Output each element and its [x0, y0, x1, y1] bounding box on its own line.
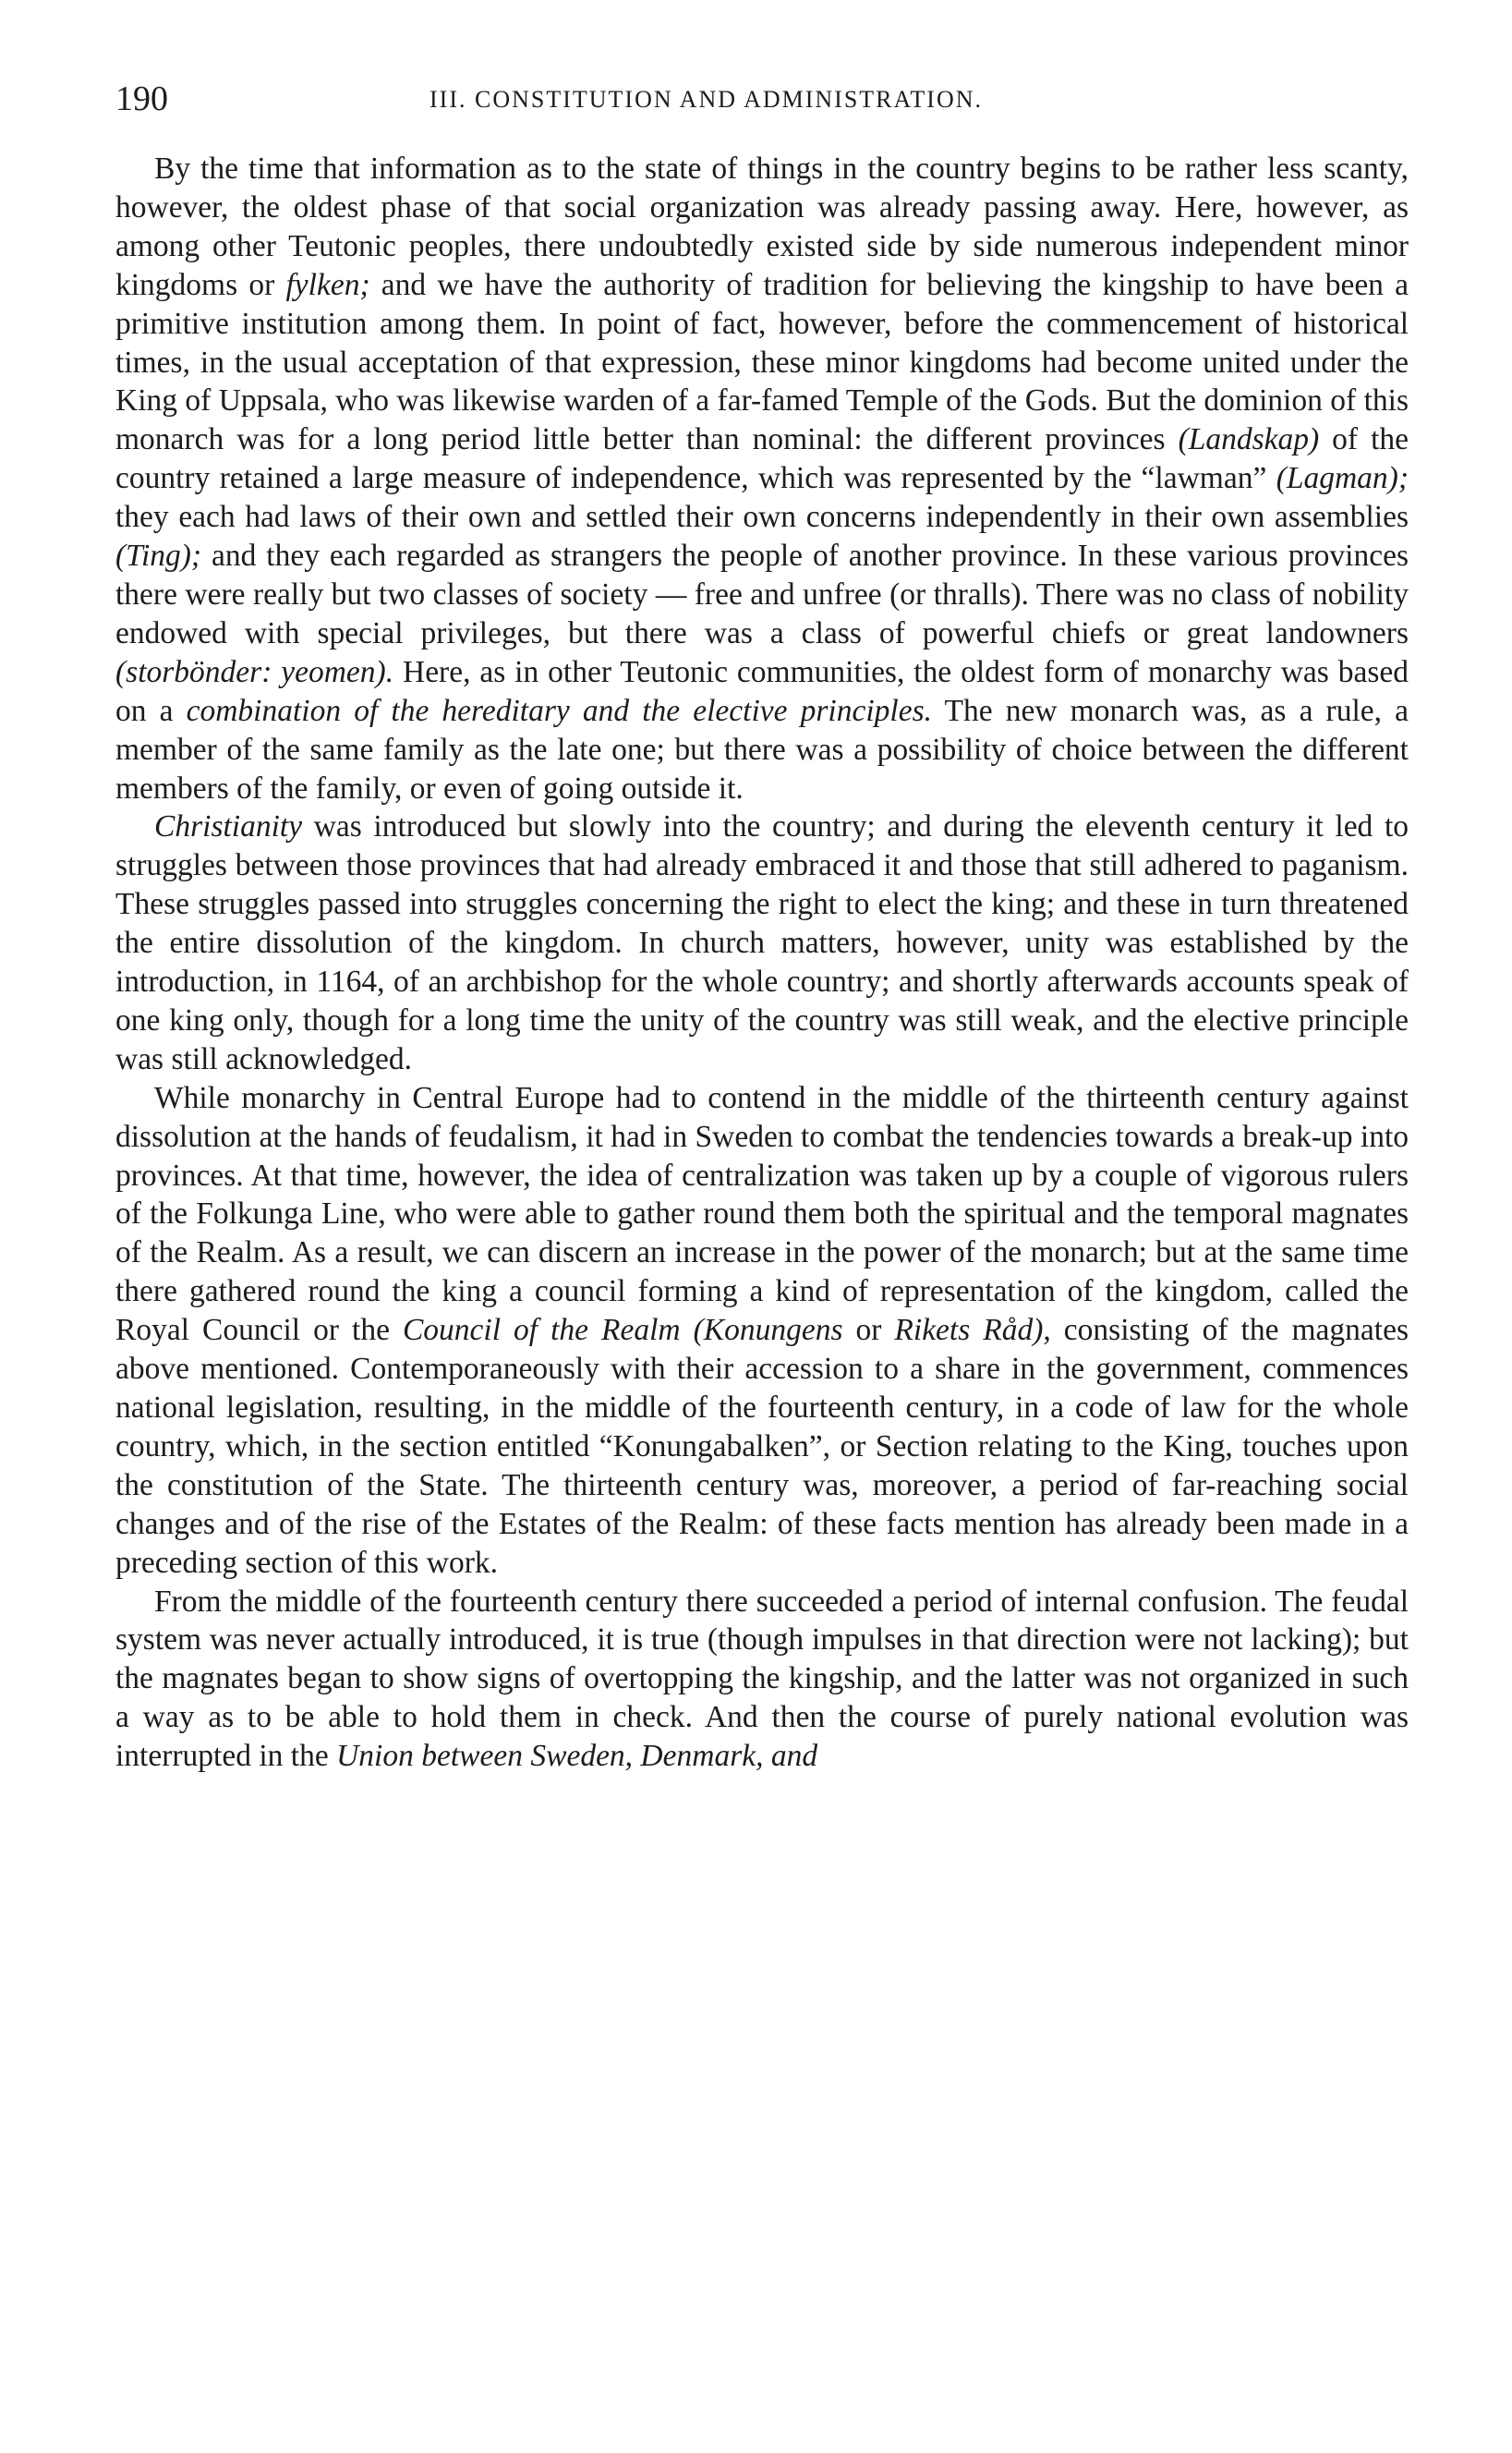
italic-text-run: (Landskap)	[1178, 422, 1320, 457]
italic-text-run: (storbönder: yeomen).	[115, 654, 394, 689]
italic-text-run: Council of the Realm (Konungens	[402, 1313, 843, 1348]
italic-text-run: Christianity	[154, 809, 303, 844]
text-run: or	[842, 1313, 895, 1348]
italic-text-run: Rikets Råd),	[894, 1313, 1051, 1348]
section-title: III. CONSTITUTION AND ADMINISTRATION.	[429, 86, 984, 113]
text-run: and they each regarded as strangers the people of another province. In these various provinces there were really but two classes of society — free and unfree (or thralls). There was no class of nobility endowed with special privileges, but there was a class of powerful chiefs or great landowners	[115, 539, 1409, 650]
body-text	[115, 150, 1409, 1776]
running-head	[115, 76, 1409, 122]
paragraph	[115, 808, 1409, 1078]
paragraph	[115, 150, 1409, 808]
text-run: By the time that information as to the state of things in the country begins to be rather less scanty, however, the oldest phase of that social organization was already passing away. Here, however, as among other Teutonic peoples, there undoubtedly existed side by side numerous independent minor kingdoms or	[115, 152, 1409, 302]
italic-text-run: Union between Sweden, Denmark, and	[336, 1739, 818, 1774]
paragraph	[115, 1583, 1409, 1777]
text-run: From the middle of the fourteenth century there succeeded a period of internal confusion. The feudal system was never actually introduced, it is true (though impulses in that direction were not lacking); but the magnates began to show signs of overtopping the kingship, and the latter was not organized in such a way as to be able to hold them in check. And then the course of purely national evolution was interrupted in the	[115, 1584, 1409, 1774]
text-run: While monarchy in Central Europe had to contend in the middle of the thirteenth century against dissolution at the hands of feudalism, it had in Sweden to combat the tendencies towards a break-up into provinces. At that time, however, the idea of centralization was taken up by a couple of vigorous rulers of the Folkunga Line, who were able to gather round them both the spiritual and the temporal magnates of the Realm. As a result, we can discern an increase in the power of the monarch; but at the same time there gathered round the king a council forming a kind of representation of the kingdom, called the Royal Council or the	[115, 1080, 1409, 1348]
page-number: 190	[115, 79, 168, 118]
text-run: The new monarch was, as a rule, a member of the same family as the late one; but there was a possibility of choice between the different members of the family, or even of going outside it.	[115, 693, 1409, 806]
text-run: Here, as in other Teutonic communities, the oldest form of monarchy was based on a	[115, 654, 1409, 728]
italic-text-run: (Lagman);	[1276, 461, 1409, 496]
text-run: of the country retained a large measure of independence, which was represented by the “lawman”	[115, 422, 1409, 496]
italic-text-run: combination of the hereditary and the elective principles.	[186, 693, 932, 728]
text-run: they each had laws of their own and settled their own concerns independently in their own assemblies	[115, 500, 1409, 535]
text-run: and we have the authority of tradition for believing the kingship to have been a primitive institution among them. In point of fact, however, before the commencement of historical times, in the usual acceptation of that expression, these minor kingdoms had become united under the King of Uppsala, who was likewise warden of a far-famed Temple of the Gods. But the dominion of this monarch was for a long period little better than nominal: the different provinces	[115, 267, 1409, 457]
text-run: consisting of the magnates above mentioned. Contemporaneously with their accession to a share in the government, commences national legislation, resulting, in the middle of the fourteenth century, in a code of law for the whole country, which, in the section entitled “Konungabalken”, or Section relating to the King, touches upon the constitution of the State. The thirteenth century was, moreover, a period of far-reaching social changes and of the rise of the Estates of the Realm: of these facts mention has already been made in a preceding section of this work.	[115, 1313, 1409, 1580]
italic-text-run: (Ting);	[115, 539, 202, 574]
italic-text-run: fylken;	[285, 267, 370, 302]
text-run: was introduced but slowly into the country; and during the eleventh century it led to struggles between those provinces that had already embraced it and those that still adhered to paganism. These struggles passed into struggles concerning the right to elect the king; and these in turn threatened the entire dissolution of the kingdom. In church matters, however, unity was established by the introduction, in 1164, of an archbishop for the whole country; and shortly afterwards accounts speak of one king only, though for a long time the unity of the country was still weak, and the elective principle was still acknowledged.	[115, 809, 1409, 1076]
paragraph	[115, 1079, 1409, 1583]
